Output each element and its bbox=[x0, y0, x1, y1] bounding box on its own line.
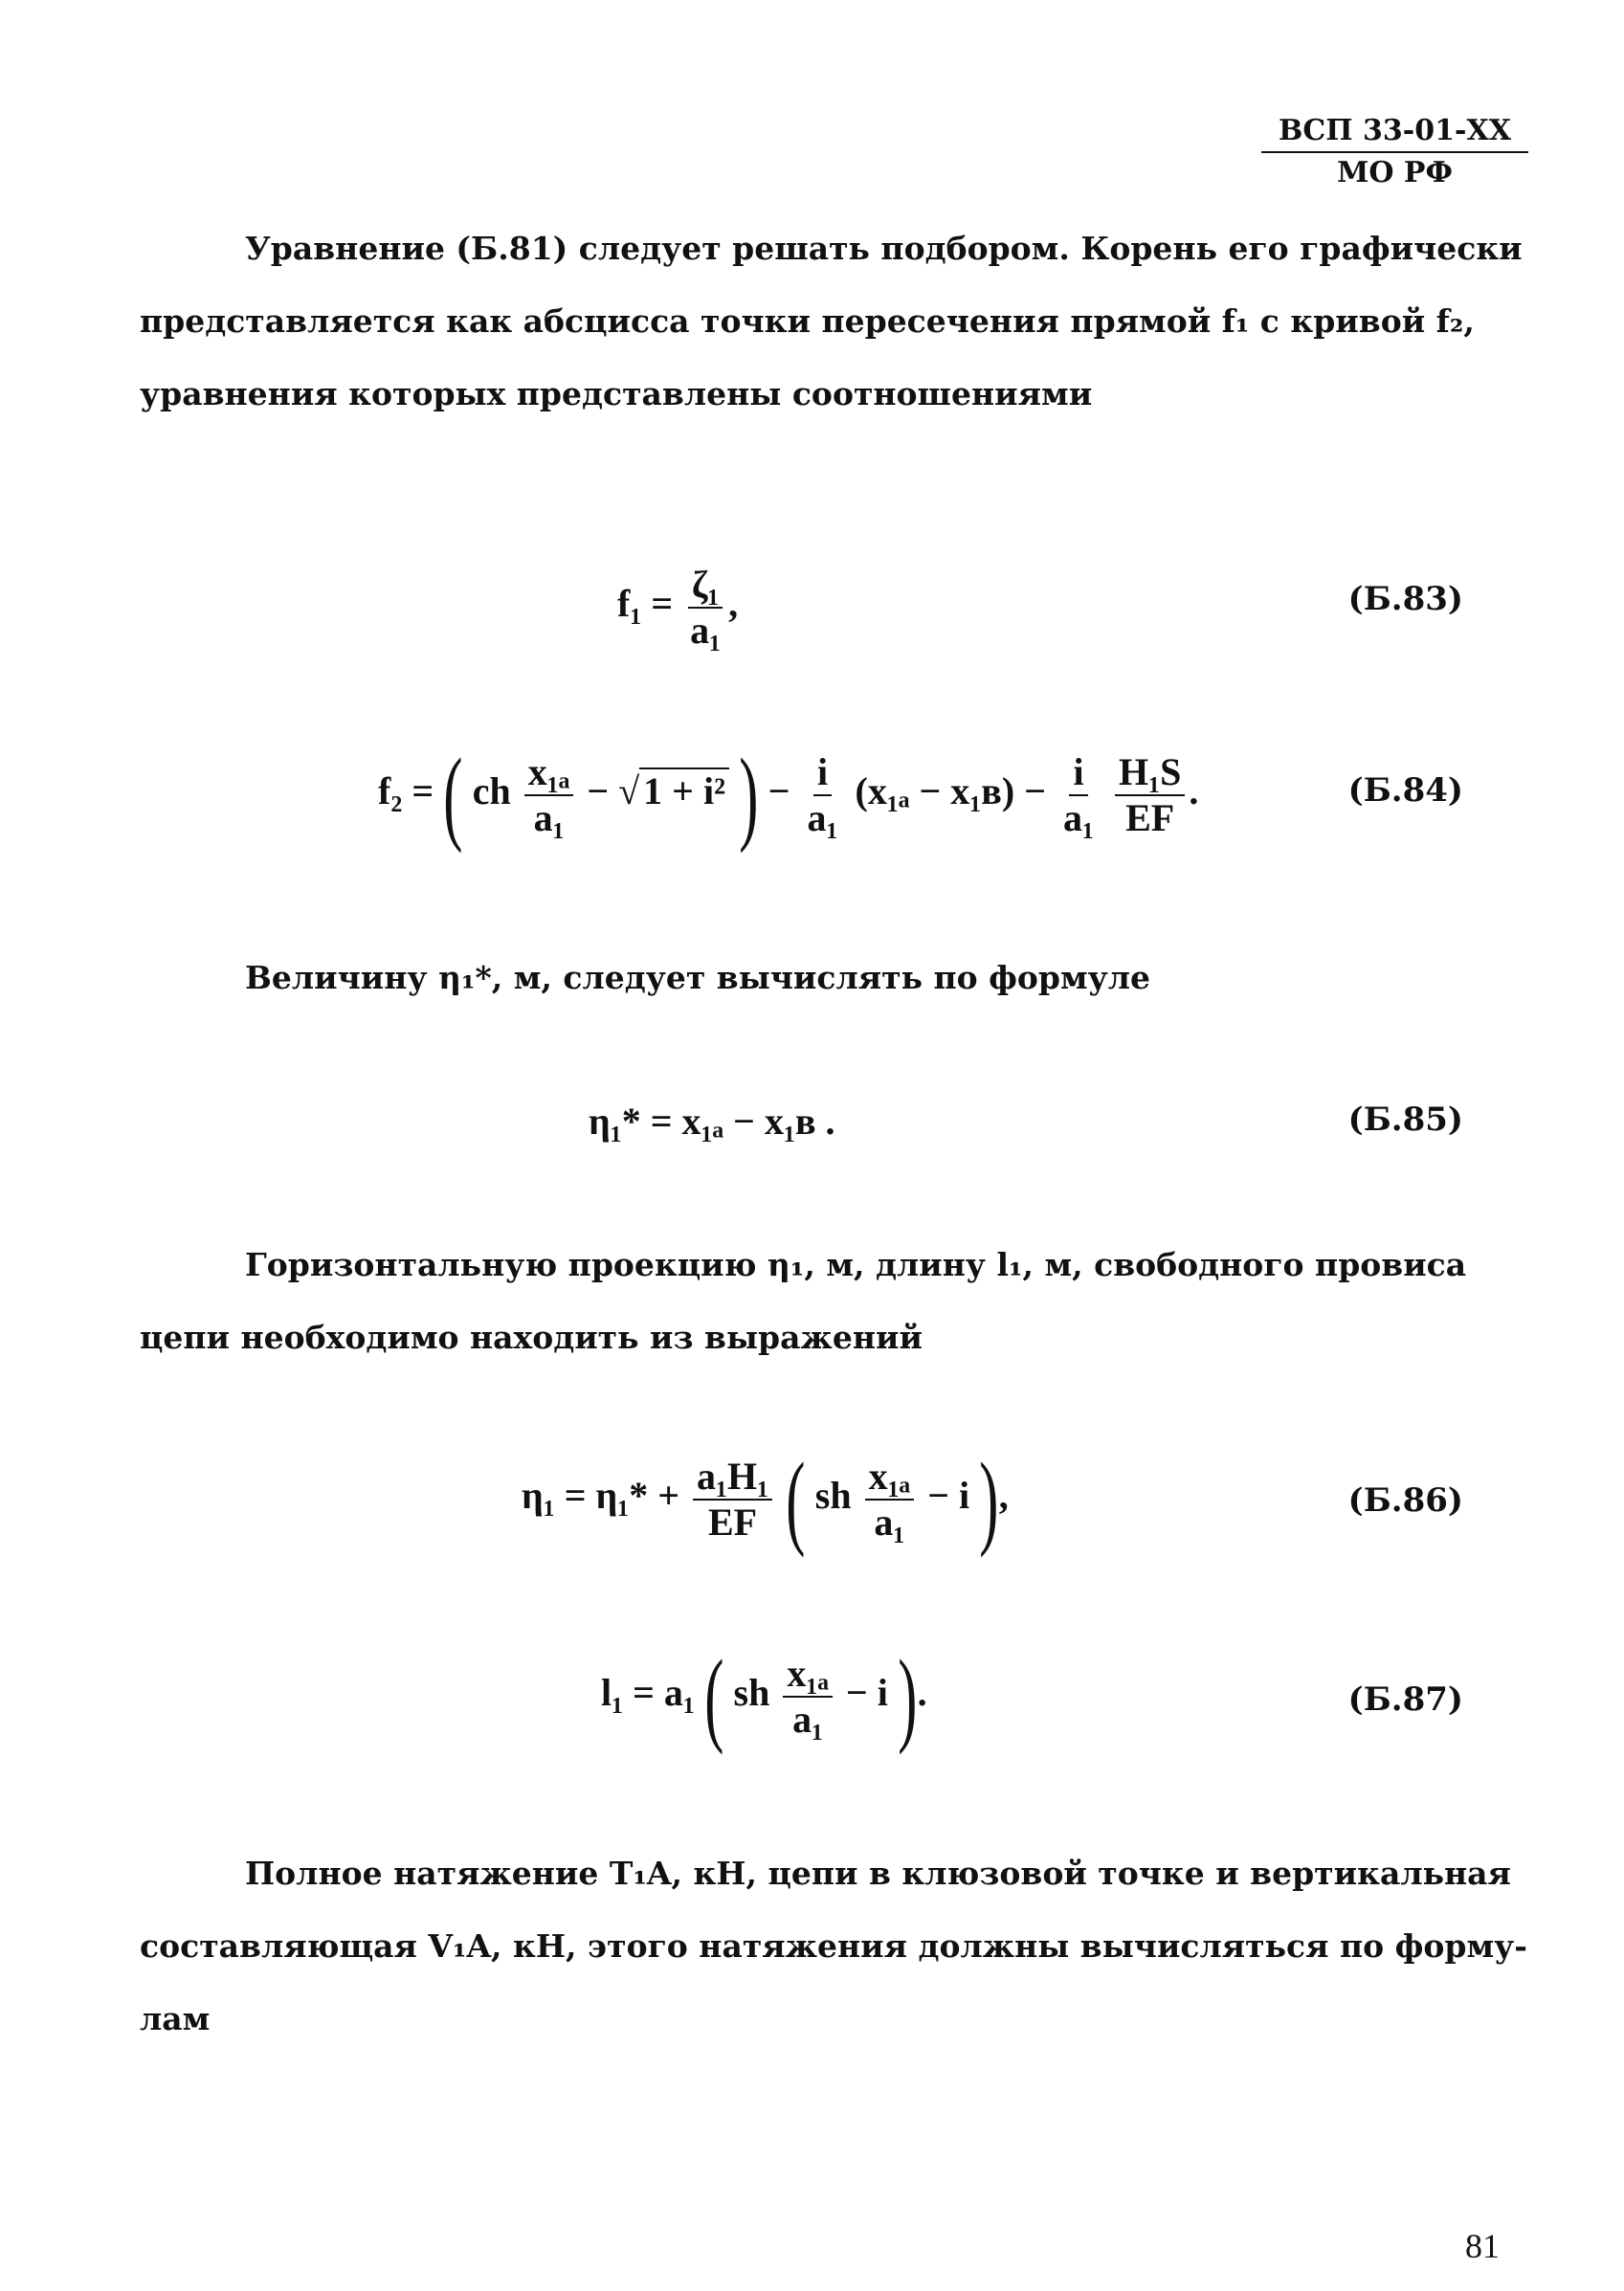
eq-punct: . bbox=[917, 1671, 927, 1715]
numerator: a₁H₁ bbox=[693, 1455, 772, 1501]
eq-punct: , bbox=[728, 582, 739, 626]
eq-lhs: l₁ = a₁ bbox=[601, 1671, 695, 1715]
denominator: a₁ bbox=[690, 609, 722, 652]
equation-b87 bbox=[601, 1638, 927, 1755]
paragraph-line: уравнения которых представлены соотношениями bbox=[140, 375, 1093, 412]
paragraph-4 bbox=[140, 1837, 1527, 2056]
denominator: EF bbox=[1125, 796, 1175, 839]
difference-term: (x₁ₐ − x₁ʙ) bbox=[855, 769, 1015, 813]
numerator: x₁ₐ bbox=[524, 750, 574, 796]
minus-i-term: − i bbox=[846, 1671, 888, 1715]
paragraph-line: составляющая V₁A, кН, этого натяжения должны вычисляться по форму- bbox=[140, 1927, 1527, 1965]
paragraph-3 bbox=[140, 1229, 1467, 1374]
numerator: i bbox=[813, 750, 832, 796]
paragraph-line: представляется как абсцисса точки пересечения прямой f₁ с кривой f₂, bbox=[140, 302, 1475, 340]
fraction bbox=[804, 750, 842, 840]
fraction bbox=[1059, 750, 1098, 840]
denominator: EF bbox=[707, 1501, 758, 1544]
numerator: i bbox=[1069, 750, 1087, 796]
fraction bbox=[686, 563, 724, 653]
denominator: a₁ bbox=[1063, 796, 1095, 839]
eq-lhs: η₁ = η₁* + bbox=[522, 1474, 679, 1518]
equation-number-b84: (Б.84) bbox=[1347, 771, 1463, 810]
organization-label: МО РФ bbox=[1337, 156, 1453, 189]
left-paren: ( bbox=[704, 1638, 724, 1755]
paragraph-line: Горизонтальную проекцию η₁, м, длину l₁, м, свободного провиса bbox=[245, 1246, 1467, 1283]
ch-function: ch bbox=[472, 769, 511, 813]
equation-b83: f₁ = $\frac{\text{ζ₁}}{\text{a₁}}$ , bbox=[617, 563, 739, 652]
radicand: 1 + i² bbox=[639, 767, 729, 812]
denominator: a₁ bbox=[792, 1698, 824, 1741]
page-number: 81 bbox=[1465, 2227, 1500, 2265]
right-paren: ) bbox=[979, 1441, 999, 1558]
numerator: H₁S bbox=[1115, 750, 1185, 796]
fraction bbox=[524, 750, 574, 840]
equation-number-b86: (Б.86) bbox=[1347, 1481, 1463, 1520]
sqrt-expression: √ 1 + i² bbox=[618, 768, 729, 813]
right-paren: ) bbox=[898, 1638, 918, 1755]
equation-number-b85: (Б.85) bbox=[1347, 1101, 1463, 1139]
paragraph-line: Уравнение (Б.81) следует решать подбором. Корень его графически bbox=[245, 230, 1523, 267]
eq-lhs: f₁ bbox=[617, 582, 642, 626]
paragraph-line: лам bbox=[140, 2000, 211, 2037]
document-header bbox=[1261, 113, 1528, 191]
denominator: a₁ bbox=[807, 796, 838, 839]
equation-b86 bbox=[522, 1441, 1009, 1558]
paragraph-line: цепи необходимо находить из выражений bbox=[140, 1319, 923, 1356]
denominator: a₁ bbox=[533, 796, 565, 839]
equation-number-b87: (Б.87) bbox=[1347, 1680, 1463, 1719]
eq-lhs: f₂ bbox=[378, 769, 403, 813]
numerator: ζ₁ bbox=[688, 563, 723, 609]
numerator: x₁ₐ bbox=[783, 1652, 833, 1698]
fraction bbox=[865, 1455, 915, 1545]
fraction bbox=[1115, 750, 1185, 840]
equation-b84: f₂ = ( ch $\frac{\text{x₁ₐ}}{\text{a₁}}$ − √ 1 + i² ) − $\frac{i}{\text{a₁}}$ (x₁ₐ − x₁ʙ) − $\frac{i}{\text{a₁}}$ $\frac{\text{H₁S}}{EF}$ . bbox=[378, 737, 1199, 854]
equation-number-b83: (Б.83) bbox=[1347, 580, 1463, 618]
left-paren: ( bbox=[786, 1441, 806, 1558]
fraction bbox=[783, 1652, 833, 1742]
sh-function: sh bbox=[733, 1671, 770, 1715]
minus-i-term: − i bbox=[927, 1474, 970, 1518]
sh-function: sh bbox=[814, 1474, 852, 1518]
denominator: a₁ bbox=[874, 1501, 905, 1544]
paragraph-2 bbox=[140, 942, 1451, 1014]
numerator: x₁ₐ bbox=[865, 1455, 915, 1501]
paragraph-line: Величину η₁*, м, следует вычислять по формуле bbox=[245, 959, 1151, 996]
left-paren: ( bbox=[443, 737, 463, 854]
fraction bbox=[693, 1455, 772, 1545]
paragraph-1 bbox=[140, 212, 1523, 431]
eq-punct: , bbox=[998, 1474, 1009, 1518]
paragraph-line: Полное натяжение T₁A, кН, цепи в клюзовой точке и вертикальная bbox=[245, 1855, 1511, 1892]
equation-b85: η₁* = x₁ₐ − x₁ʙ . bbox=[589, 1100, 835, 1143]
right-paren: ) bbox=[739, 737, 759, 854]
document-code: ВСП 33-01-XX bbox=[1261, 113, 1528, 153]
